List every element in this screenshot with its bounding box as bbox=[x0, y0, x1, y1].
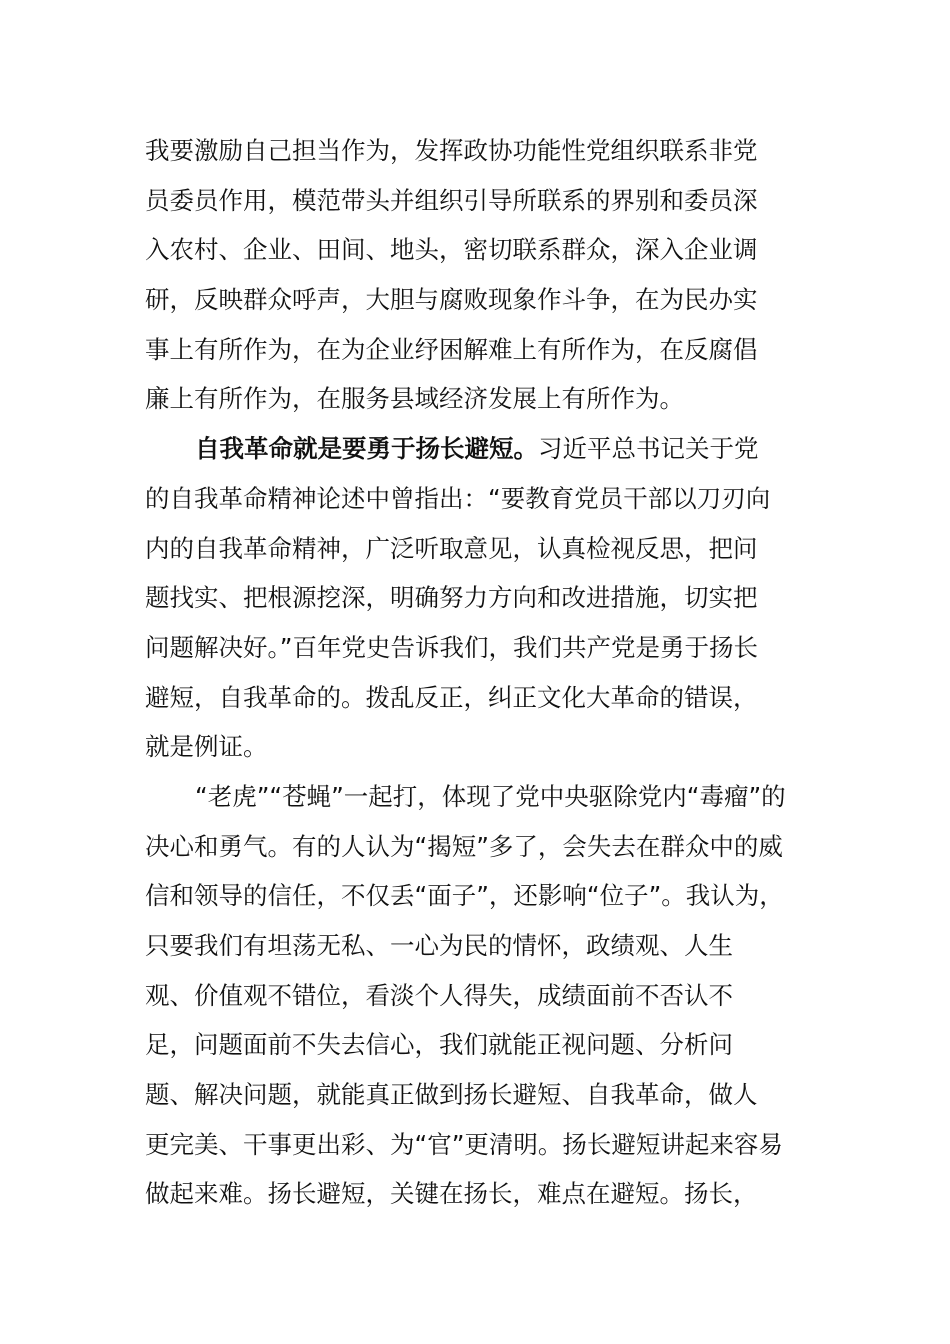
text-line: 员委员作用，模范带头并组织引导所联系的界别和委员深 bbox=[145, 185, 758, 215]
text-line: 我要激励自己担当作为，发挥政协功能性党组织联系非党 bbox=[145, 136, 758, 165]
text-line: 信和领导的信任，不仅丢“面子”，还影响“位子”。我认为， bbox=[145, 881, 784, 911]
text-line: 只要我们有坦荡无私、一心为民的情怀，政绩观、人生 bbox=[145, 931, 733, 960]
text-line: 廉上有所作为，在服务县域经济发展上有所作为。 bbox=[145, 384, 684, 414]
text-line: 事上有所作为，在为企业纾困解难上有所作为，在反腐倡 bbox=[145, 334, 758, 364]
text-run: 习近平总书记关于党 bbox=[538, 434, 759, 464]
text-line: 的自我革命精神论述中曾指出：“要教育党员干部以刀刃向 bbox=[145, 483, 771, 513]
text-line: 做起来难。扬长避短，关键在扬长，难点在避短。扬长， bbox=[145, 1179, 758, 1209]
text-line: 研，反映群众呼声，大胆与腐败现象作斗争，在为民办实 bbox=[145, 285, 758, 315]
text-line: 就是例证。 bbox=[145, 732, 268, 762]
document-body bbox=[145, 126, 805, 1219]
paragraph-start-line bbox=[145, 424, 805, 474]
text-line: 决心和勇气。有的人认为“揭短”多了，会失去在群众中的威 bbox=[145, 831, 783, 861]
text-line: 更完美、干事更出彩、为“官”更清明。扬长避短讲起来容易 bbox=[145, 1129, 783, 1159]
text-line: 入农村、企业、田间、地头，密切联系群众，深入企业调 bbox=[145, 235, 758, 265]
text-line: 足，问题面前不失去信心，我们就能正视问题、分析问 bbox=[145, 1030, 733, 1060]
text-line: 题找实、把根源挖深，明确努力方向和改进措施，切实把 bbox=[145, 583, 758, 613]
paragraph-start-line: “老虎”“苍蝇”一起打，体现了党中央驱除党内“毒瘤”的 bbox=[195, 781, 786, 811]
paragraph-heading: 自我革命就是要勇于扬长避短。 bbox=[195, 434, 538, 464]
text-line: 避短，自我革命的。拨乱反正，纠正文化大革命的错误， bbox=[145, 682, 758, 712]
text-line: 题、解决问题，就能真正做到扬长避短、自我革命，做人 bbox=[145, 1080, 758, 1110]
text-line: 内的自我革命精神，广泛听取意见，认真检视反思，把问 bbox=[145, 533, 758, 563]
text-line: 观、价值观不错位，看淡个人得失，成绩面前不否认不 bbox=[145, 980, 733, 1010]
text-line: 问题解决好。”百年党史告诉我们，我们共产党是勇于扬长 bbox=[145, 632, 758, 662]
